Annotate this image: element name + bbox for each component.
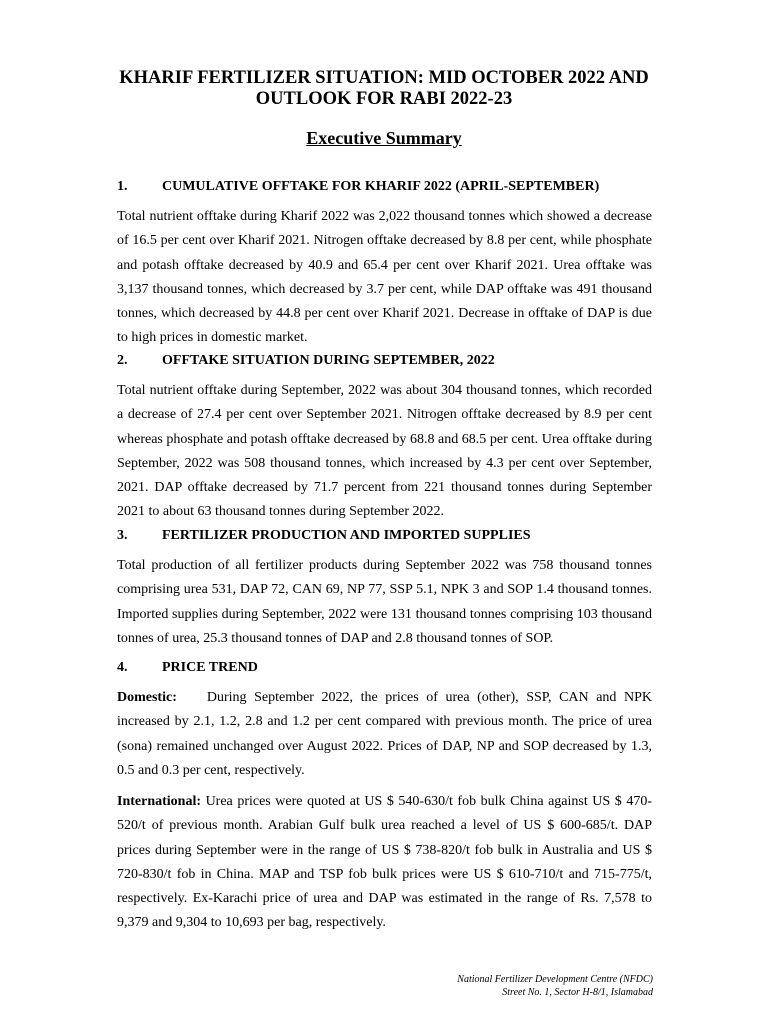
international-label: International:: [117, 794, 201, 809]
section-3-paragraph: Total production of all fertilizer products during September 2022 was 758 thousand tonnes comprising urea 531, DAP 72, CAN 69, NP 77, SSP 5.1, NPK 3 and SOP 1.4 thousand tonnes. Imported supplies during September, 2022 were 131 thousand tonnes comprising 103 thousand tonnes of urea, 25.3 thousand tonnes of DAP and 2.8 thousand tonnes of SOP.: [117, 558, 652, 646]
section-number: 1.: [117, 179, 128, 194]
domestic-label: Domestic:: [117, 690, 177, 705]
section-number: 3.: [117, 528, 128, 543]
section-2-heading: [117, 353, 677, 369]
footer-organization: National Fertilizer Development Centre (NFDC): [457, 974, 653, 985]
section-1-paragraph: Total nutrient offtake during Kharif 2022 was 2,022 thousand tonnes which showed a decrease of 16.5 per cent over Kharif 2021. Nitrogen offtake decreased by 8.8 per cent, while phosphate and potash offtake decreased by 40.9 and 65.4 per cent over Kharif 2021. Urea offtake was 3,137 thousand tonnes, which decreased by 3.7 per cent, while DAP offtake was 491 thousand tonnes, which decreased by 44.8 per cent over Kharif 2021. Decrease in offtake of DAP is due to high prices in domestic market.: [117, 209, 652, 346]
section-title: PRICE TREND: [162, 660, 258, 675]
section-3-heading: [117, 528, 677, 544]
international-paragraph: [117, 790, 652, 936]
international-text: Urea prices were quoted at US $ 540-630/t fob bulk China against US $ 470-520/t of previous month. Arabian Gulf bulk urea reached a level of US $ 600-685/t. DAP prices during September were in the range of US $ 738-820/t fob bulk in Australia and US $ 720-830/t fob in China. MAP and TSP fob bulk prices were US $ 610-710/t and 715-775/t, respectively. Ex-Karachi price of urea and DAP was estimated in the range of Rs. 7,578 to 9,379 and 9,304 to 10,693 per bag, respectively.: [117, 794, 652, 931]
domestic-paragraph: [117, 686, 652, 783]
section-number: 4.: [117, 660, 128, 675]
section-2-paragraph: Total nutrient offtake during September, 2022 was about 304 thousand tonnes, which recorded a decrease of 27.4 per cent over September 2021. Nitrogen offtake decreased by 8.9 per cent whereas phosphate and potash offtake decreased by 68.8 and 68.5 per cent. Urea offtake during September, 2022 was 508 thousand tonnes, which increased by 4.3 per cent over September, 2021. DAP offtake decreased by 71.7 percent from 221 thousand tonnes during September 2021 to about 63 thousand tonnes during September 2022.: [117, 383, 652, 520]
section-4-heading: [117, 660, 677, 676]
title-line-2: OUTLOOK FOR RABI 2022-23: [255, 89, 513, 109]
domestic-text: During September 2022, the prices of urea (other), SSP, CAN and NPK increased by 2.1, 1.2, 2.8 and 1.2 per cent compared with previous month. The price of urea (sona) remained unchanged over August 2022. Prices of DAP, NP and SOP decreased by 1.3, 0.5 and 0.3 per cent, respectively.: [117, 690, 652, 778]
section-1-heading: [117, 179, 677, 195]
section-title: CUMULATIVE OFFTAKE FOR KHARIF 2022 (APRIL-SEPTEMBER): [162, 179, 600, 194]
section-number: 2.: [117, 353, 128, 368]
footer-address: [457, 973, 653, 999]
footer-street: Street No. 1, Sector H-8/1, Islamabad: [502, 987, 653, 998]
section-title: OFFTAKE SITUATION DURING SEPTEMBER, 2022: [162, 353, 495, 368]
title-line-1: KHARIF FERTILIZER SITUATION: MID OCTOBER 2022 AND: [119, 68, 649, 88]
document-title: [100, 68, 668, 110]
section-title: FERTILIZER PRODUCTION AND IMPORTED SUPPLIES: [162, 528, 531, 543]
executive-summary-heading: Executive Summary: [306, 128, 462, 148]
